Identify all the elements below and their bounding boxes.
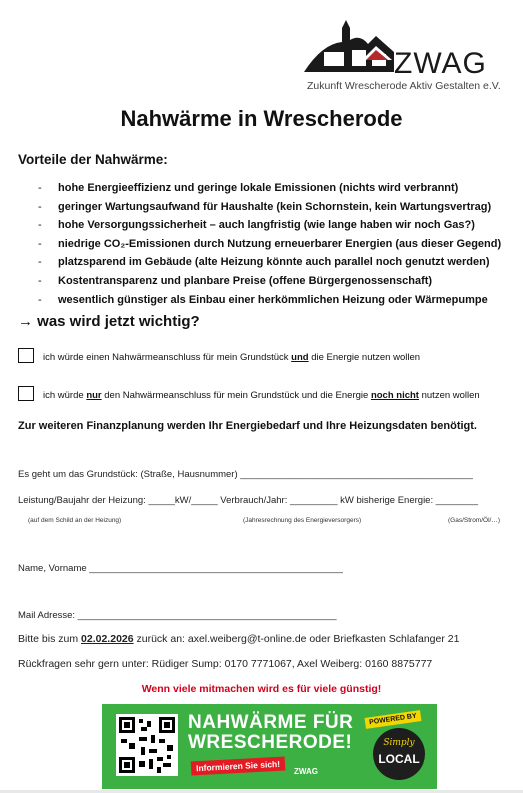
deadline-date: 02.02.2026: [81, 633, 134, 645]
contact-info: Rückfragen sehr gern unter: Rüdiger Sump: 0170 7771067, Axel Weiberg: 0160 8875777: [18, 658, 433, 670]
banner-subtitle: Informieren Sie sich!: [191, 757, 286, 776]
list-item: - platzsparend im Gebäude (alte Heizung könnte auch parallel noch genutzt werden): [38, 256, 490, 269]
zwag-logo: [302, 14, 502, 94]
option-connection-and-energy[interactable]: [18, 348, 420, 363]
name-field[interactable]: Name, Vorname ________________________________________________: [18, 563, 343, 574]
info-banner: [102, 704, 437, 789]
option-connection-only[interactable]: [18, 386, 480, 401]
checkbox[interactable]: [18, 348, 34, 363]
logo-subtitle: Zukunft Wrescherode Aktiv Gestalten e.V.: [307, 80, 501, 92]
heating-data-field[interactable]: Leistung/Baujahr der Heizung: _____kW/_____ Verbrauch/Jahr: _________ kW bisherige Energie: ________: [18, 495, 479, 506]
banner-title: NAHWÄRME FÜR WRESCHERODE!: [188, 712, 354, 753]
mail-field[interactable]: Mail Adresse: _________________________________________________: [18, 610, 337, 621]
banner-zwag-logo: ZWAG: [294, 767, 318, 776]
checkbox[interactable]: [18, 386, 34, 401]
qr-code-icon[interactable]: [116, 714, 178, 776]
return-info: Bitte bis zum 02.02.2026 zurück an: axel.weiberg@t-online.de oder Briefkasten Schlafanger 21: [18, 633, 460, 645]
option-label: ich würde einen Nahwärmeanschluss für mein Grundstück und die Energie nutzen wollen: [43, 352, 421, 363]
slogan: Wenn viele mitmachen wird es für viele günstig!: [141, 683, 382, 695]
logo-wordmark: ZWAG: [394, 47, 487, 80]
list-item: - geringer Wartungsaufwand für Haushalte (kein Schornstein, kein Wartungsvertrag): [38, 200, 492, 213]
village-silhouette-icon: [302, 14, 397, 76]
list-item: - Kostentransparenz und planbare Preise (offene Bürgergenossenschaft): [38, 274, 433, 287]
property-field[interactable]: Es geht um das Grundstück: (Straße, Hausnummer) ____________________________________________: [18, 469, 473, 480]
hint-plate: (auf dem Schild an der Heizung): [28, 517, 122, 524]
option-label: ich würde nur den Nahwärmeanschluss für mein Grundstück und die Energie noch nicht nutzen wollen: [43, 390, 480, 401]
important-heading: → was wird jetzt wichtig?: [18, 313, 200, 330]
hint-invoice: (Jahresrechnung des Energieversorgers): [243, 517, 362, 524]
local-badge-circle: Simply LOCAL: [373, 728, 425, 780]
hint-energy: (Gas/Strom/Öl/…): [448, 517, 501, 524]
finance-note: Zur weiteren Finanzplanung werden Ihr Energiebedarf und Ihre Heizungsdaten benötigt.: [18, 420, 477, 432]
list-item: - wesentlich günstiger als Einbau einer herkömmlichen Heizung oder Wärmepumpe: [38, 293, 488, 306]
benefits-list: [38, 179, 501, 309]
list-item: - niedrige CO₂-Emissionen durch Nutzung erneuerbarer Energien (aus dieser Gegend): [38, 237, 502, 250]
list-item: - hohe Versorgungssicherheit – auch langfristig (wie lange haben wir noch Gas?): [38, 219, 475, 232]
list-item: - hohe Energieeffizienz und geringe lokale Emissionen (nichts wird verbrannt): [38, 182, 459, 194]
page-title: Nahwärme in Wrescherode: [120, 106, 403, 131]
benefits-heading: Vorteile der Nahwärme:: [18, 152, 168, 167]
powered-by-tag: POWERED BY: [365, 710, 422, 729]
simply-local-badge: [365, 714, 429, 780]
